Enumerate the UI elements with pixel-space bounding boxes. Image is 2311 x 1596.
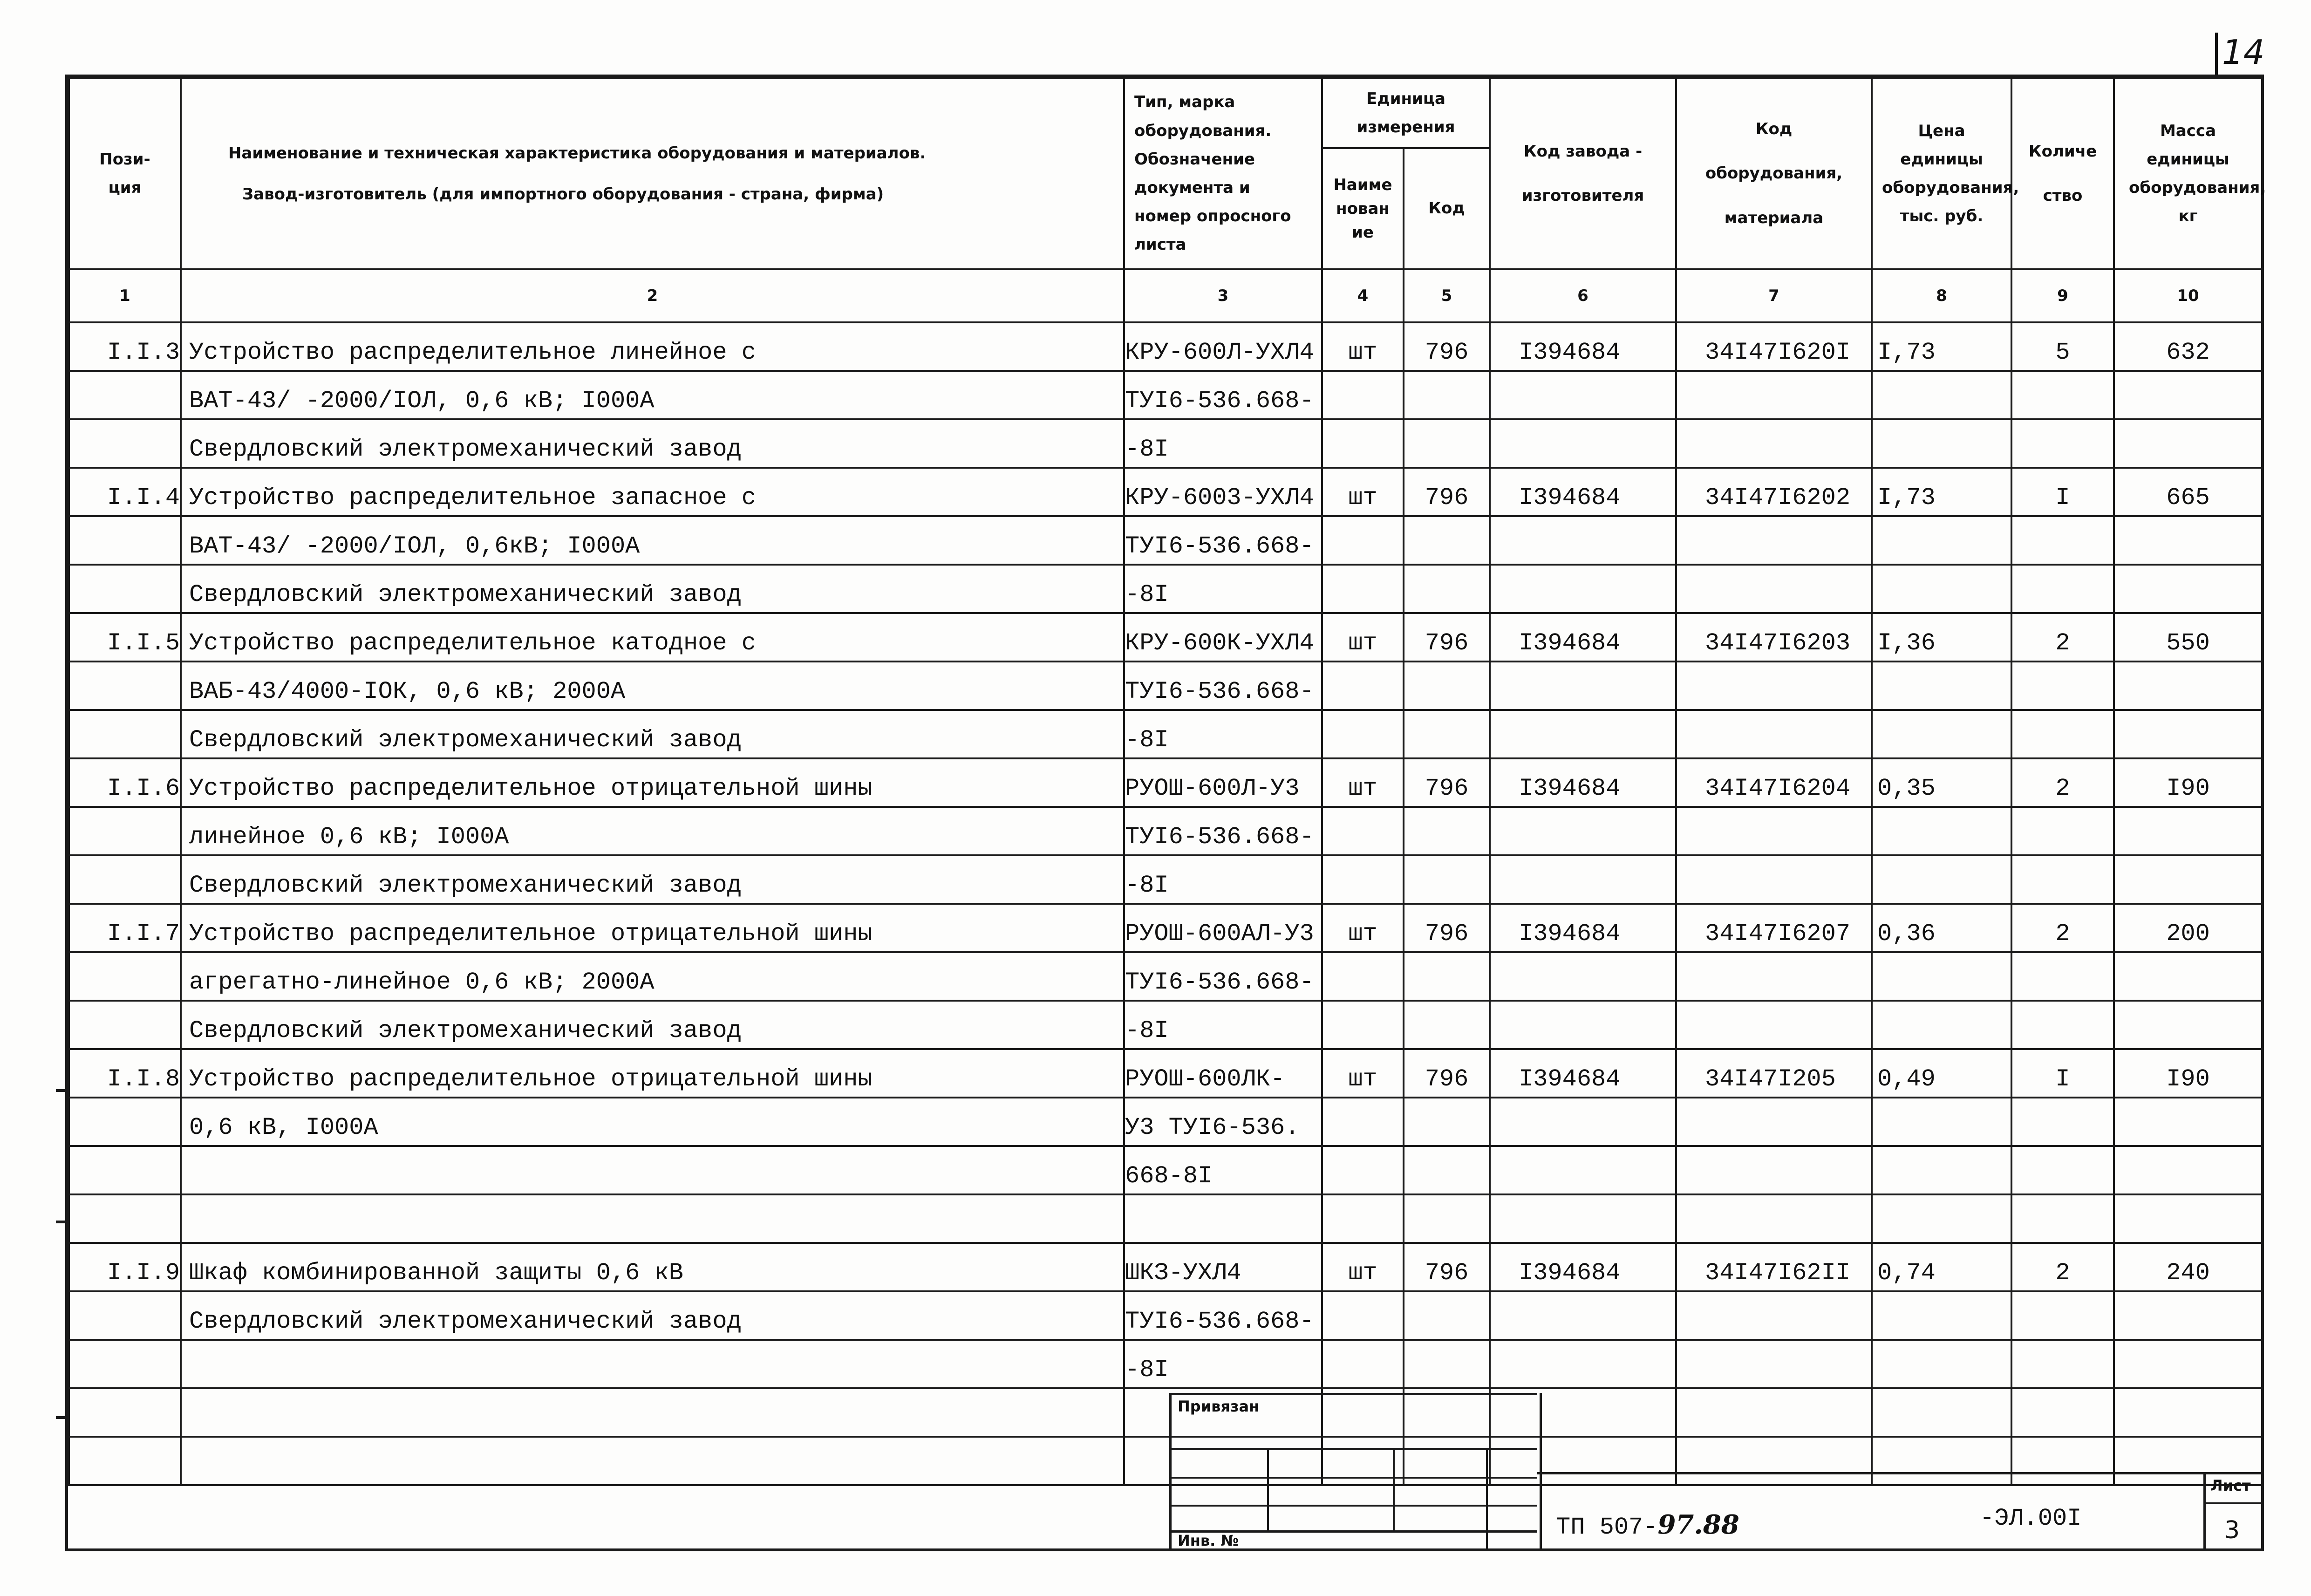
mass-cell: 665 (2114, 468, 2262, 516)
unit-name-cell (1322, 565, 1404, 613)
quantity-cell: 2 (2011, 1243, 2114, 1291)
unit-name-cell (1322, 371, 1404, 419)
table-row (69, 468, 2262, 516)
quantity-cell (2011, 710, 2114, 758)
description-cell: Устройство распределительное отрицательной шины (181, 758, 1124, 807)
unit-name-cell (1322, 1001, 1404, 1049)
mass-cell (2114, 807, 2262, 855)
material-code-cell (1676, 419, 1872, 468)
table-row (69, 322, 2262, 371)
position-cell (69, 1388, 181, 1437)
unit-code-cell: 796 (1404, 613, 1490, 662)
margin-tick (56, 1221, 68, 1223)
factory-code-cell (1490, 371, 1676, 419)
price-cell: 0,35 (1872, 758, 2011, 807)
header-name (181, 78, 1124, 269)
price-cell (1872, 565, 2011, 613)
factory-code-cell (1490, 807, 1676, 855)
quantity-cell (2011, 1001, 2114, 1049)
description-cell: Устройство распределительное запасное с (181, 468, 1124, 516)
material-code-cell (1676, 662, 1872, 710)
title-block-rule (2203, 1472, 2206, 1551)
table-row (69, 1291, 2262, 1340)
unit-code-cell (1404, 565, 1490, 613)
factory-code-cell (1490, 419, 1676, 468)
table-row (69, 371, 2262, 419)
title-block-rule (1486, 1448, 1488, 1551)
price-cell (1872, 1340, 2011, 1388)
unit-code-cell (1404, 1098, 1490, 1146)
price-cell (1872, 516, 2011, 565)
description-cell: ВАТ-43/ -2000/IОЛ, 0,6 кВ; I000А (181, 371, 1124, 419)
type-cell: КРУ-6003-УХЛ4 (1124, 468, 1322, 516)
description-cell: Свердловский электромеханический завод (181, 565, 1124, 613)
table-row (69, 1194, 2262, 1243)
position-cell: I.I.8 (69, 1049, 181, 1098)
mass-cell: I90 (2114, 1049, 2262, 1098)
title-block-rule (2203, 1502, 2264, 1504)
price-cell: 0,36 (1872, 904, 2011, 952)
unit-name-cell (1322, 807, 1404, 855)
description-cell: Свердловский электромеханический завод (181, 419, 1124, 468)
table-row (69, 904, 2262, 952)
title-block-rule (1169, 1448, 1537, 1450)
unit-name-cell: шт (1322, 613, 1404, 662)
position-cell (69, 1001, 181, 1049)
quantity-cell (2011, 1098, 2114, 1146)
unit-code-cell: 796 (1404, 758, 1490, 807)
quantity-cell (2011, 1340, 2114, 1388)
table-row (69, 662, 2262, 710)
material-code-cell (1676, 807, 1872, 855)
unit-code-cell (1404, 662, 1490, 710)
quantity-cell: I (2011, 1049, 2114, 1098)
type-cell: -8I (1124, 1001, 1322, 1049)
unit-code-cell: 796 (1404, 1049, 1490, 1098)
position-cell (69, 1340, 181, 1388)
price-cell (1872, 1001, 2011, 1049)
type-cell: 668-8I (1124, 1146, 1322, 1194)
material-code-cell (1676, 1194, 1872, 1243)
unit-name-cell (1322, 710, 1404, 758)
type-cell: -8I (1124, 419, 1322, 468)
material-code-cell (1676, 1291, 1872, 1340)
position-cell (69, 1098, 181, 1146)
unit-name-cell (1322, 662, 1404, 710)
header-unit-name: Наименование (1322, 148, 1404, 269)
type-cell: ТУI6-536.668- (1124, 516, 1322, 565)
header-name-line1: Наименование и техническая характеристика оборудования и материалов. (228, 143, 926, 163)
factory-code-cell (1490, 565, 1676, 613)
unit-code-cell (1404, 710, 1490, 758)
unit-name-cell (1322, 1098, 1404, 1146)
margin-tick (56, 1089, 68, 1092)
unit-name-cell (1322, 952, 1404, 1001)
material-code-cell (1676, 952, 1872, 1001)
table-row (69, 613, 2262, 662)
factory-code-cell: I394684 (1490, 322, 1676, 371)
type-cell: ШКЗ-УХЛ4 (1124, 1243, 1322, 1291)
unit-code-cell (1404, 371, 1490, 419)
type-cell: КРУ-600Л-УХЛ4 (1124, 322, 1322, 371)
table-row (69, 855, 2262, 904)
material-code-cell: 34I47I62II (1676, 1243, 1872, 1291)
quantity-cell: 2 (2011, 758, 2114, 807)
unit-code-cell: 796 (1404, 322, 1490, 371)
price-cell (1872, 855, 2011, 904)
type-cell: У3 ТУI6-536. (1124, 1098, 1322, 1146)
position-cell: I.I.6 (69, 758, 181, 807)
title-block-rule (1169, 1505, 1537, 1507)
header-unit-group: Единица измерения (1322, 78, 1490, 148)
price-cell (1872, 1194, 2011, 1243)
unit-code-cell (1404, 1340, 1490, 1388)
table-row (69, 565, 2262, 613)
price-cell: 0,74 (1872, 1243, 2011, 1291)
unit-code-cell (1404, 855, 1490, 904)
header-quantity: Количество (2011, 78, 2114, 269)
position-cell (69, 952, 181, 1001)
factory-code-cell (1490, 1146, 1676, 1194)
bound-label: Привязан (1178, 1398, 1260, 1415)
price-cell (1872, 419, 2011, 468)
material-code-cell (1676, 1098, 1872, 1146)
factory-code-cell (1490, 855, 1676, 904)
column-number: 6 (1490, 269, 1676, 322)
quantity-cell: 2 (2011, 613, 2114, 662)
factory-code-cell (1490, 1340, 1676, 1388)
unit-name-cell (1322, 1291, 1404, 1340)
sheet-number: 3 (2224, 1516, 2240, 1544)
unit-code-cell (1404, 1194, 1490, 1243)
description-cell: 0,6 кВ, I000А (181, 1098, 1124, 1146)
price-cell (1872, 1098, 2011, 1146)
unit-code-cell: 796 (1404, 468, 1490, 516)
mass-cell: 632 (2114, 322, 2262, 371)
price-cell: I,73 (1872, 322, 2011, 371)
quantity-cell (2011, 419, 2114, 468)
header-position: Пози- ция (69, 78, 181, 269)
price-cell (1872, 807, 2011, 855)
factory-code-cell (1490, 516, 1676, 565)
table-row (69, 1340, 2262, 1388)
description-cell: Шкаф комбинированной защиты 0,6 кВ (181, 1243, 1124, 1291)
type-cell: -8I (1124, 710, 1322, 758)
column-number: 1 (69, 269, 181, 322)
price-cell (1872, 662, 2011, 710)
position-cell: I.I.5 (69, 613, 181, 662)
table-row (69, 516, 2262, 565)
sheet-label: Лист (2210, 1477, 2251, 1494)
quantity-cell (2011, 662, 2114, 710)
unit-code-cell (1404, 952, 1490, 1001)
factory-code-cell: I394684 (1490, 1243, 1676, 1291)
material-code-cell: 34I47I6204 (1676, 758, 1872, 807)
description-cell: Свердловский электромеханический завод (181, 710, 1124, 758)
position-cell: I.I.9 (69, 1243, 181, 1291)
header-name-line2: Завод-изготовитель (для импортного оборудования - страна, фирма) (242, 185, 884, 204)
header-material-code: Код оборудования, материала (1676, 78, 1872, 269)
factory-code-cell (1490, 662, 1676, 710)
mass-cell (2114, 1146, 2262, 1194)
position-cell: I.I.4 (69, 468, 181, 516)
price-cell (1872, 1146, 2011, 1194)
mass-cell (2114, 371, 2262, 419)
material-code-cell (1676, 1340, 1872, 1388)
type-cell: -8I (1124, 855, 1322, 904)
material-code-cell (1676, 855, 1872, 904)
description-cell: Свердловский электромеханический завод (181, 1001, 1124, 1049)
quantity-cell (2011, 1194, 2114, 1243)
description-cell: Свердловский электромеханический завод (181, 1291, 1124, 1340)
material-code-cell: 34I47I6203 (1676, 613, 1872, 662)
table-row (69, 1001, 2262, 1049)
type-cell: РУОШ-600АЛ-У3 (1124, 904, 1322, 952)
mass-cell: 240 (2114, 1243, 2262, 1291)
factory-code-cell (1490, 1194, 1676, 1243)
position-cell (69, 662, 181, 710)
position-cell (69, 516, 181, 565)
factory-code-cell: I394684 (1490, 904, 1676, 952)
unit-name-cell: шт (1322, 322, 1404, 371)
mass-cell (2114, 710, 2262, 758)
mass-cell: 200 (2114, 904, 2262, 952)
type-cell: ТУI6-536.668- (1124, 371, 1322, 419)
quantity-cell (2011, 855, 2114, 904)
description-cell: ВАБ-43/4000-IОК, 0,6 кВ; 2000А (181, 662, 1124, 710)
quantity-cell (2011, 516, 2114, 565)
unit-name-cell: шт (1322, 1049, 1404, 1098)
document-code (1556, 1509, 1739, 1541)
unit-name-cell: шт (1322, 468, 1404, 516)
factory-code-cell: I394684 (1490, 468, 1676, 516)
description-cell (181, 1146, 1124, 1194)
unit-name-cell: шт (1322, 758, 1404, 807)
quantity-cell (2011, 371, 2114, 419)
document-code-number: 97.88 (1657, 1509, 1739, 1540)
material-code-cell (1676, 1001, 1872, 1049)
type-cell: ТУI6-536.668- (1124, 1291, 1322, 1340)
quantity-cell (2011, 565, 2114, 613)
mass-cell (2114, 1291, 2262, 1340)
column-number: 9 (2011, 269, 2114, 322)
description-cell: ВАТ-43/ -2000/IОЛ, 0,6кВ; I000А (181, 516, 1124, 565)
description-cell (181, 1194, 1124, 1243)
description-cell (181, 1388, 1124, 1437)
position-cell (69, 1437, 181, 1485)
mass-cell (2114, 565, 2262, 613)
mass-cell (2114, 419, 2262, 468)
unit-name-cell (1322, 855, 1404, 904)
unit-name-cell (1322, 419, 1404, 468)
position-cell (69, 807, 181, 855)
type-cell: ТУI6-536.668- (1124, 662, 1322, 710)
description-cell (181, 1340, 1124, 1388)
price-cell (1872, 1291, 2011, 1340)
quantity-cell (2011, 952, 2114, 1001)
price-cell: I,73 (1872, 468, 2011, 516)
unit-code-cell: 796 (1404, 904, 1490, 952)
table-row (69, 1098, 2262, 1146)
quantity-cell: I (2011, 468, 2114, 516)
table-row (69, 710, 2262, 758)
unit-code-cell (1404, 516, 1490, 565)
description-cell: Свердловский электромеханический завод (181, 855, 1124, 904)
page-number-mark (2215, 33, 2218, 75)
column-number-row (69, 269, 2262, 322)
position-cell (69, 371, 181, 419)
header-type: Тип, марка оборудования. Обозначение документа и номер опросного листа (1124, 78, 1322, 269)
price-cell (1872, 371, 2011, 419)
unit-code-cell (1404, 1146, 1490, 1194)
title-block (1169, 1393, 2264, 1551)
unit-code-cell (1404, 1291, 1490, 1340)
mass-cell (2114, 662, 2262, 710)
column-number: 5 (1404, 269, 1490, 322)
position-cell: I.I.7 (69, 904, 181, 952)
price-cell: 0,49 (1872, 1049, 2011, 1098)
unit-code-cell (1404, 419, 1490, 468)
position-cell (69, 1146, 181, 1194)
column-number: 7 (1676, 269, 1872, 322)
mass-cell (2114, 1098, 2262, 1146)
description-cell: Устройство распределительное линейное с (181, 322, 1124, 371)
unit-code-cell: 796 (1404, 1243, 1490, 1291)
factory-code-cell (1490, 1291, 1676, 1340)
position-cell (69, 565, 181, 613)
description-cell: агрегатно-линейное 0,6 кВ; 2000А (181, 952, 1124, 1001)
type-cell: -8I (1124, 565, 1322, 613)
document-code-prefix: ТП 507- (1556, 1514, 1658, 1541)
factory-code-cell (1490, 1001, 1676, 1049)
type-cell: ТУI6-536.668- (1124, 952, 1322, 1001)
header-mass: Масса единицы оборудования, кг (2114, 78, 2262, 269)
type-cell: РУОШ-600ЛК- (1124, 1049, 1322, 1098)
factory-code-cell: I394684 (1490, 758, 1676, 807)
column-number: 2 (181, 269, 1124, 322)
price-cell (1872, 710, 2011, 758)
material-code-cell: 34I47I205 (1676, 1049, 1872, 1098)
title-block-rule (1267, 1448, 1269, 1530)
table-row (69, 419, 2262, 468)
unit-name-cell: шт (1322, 1243, 1404, 1291)
type-cell (1124, 1194, 1322, 1243)
column-number: 3 (1124, 269, 1322, 322)
factory-code-cell: I394684 (1490, 1049, 1676, 1098)
factory-code-cell (1490, 952, 1676, 1001)
table-row (69, 758, 2262, 807)
sheet-code: -ЭЛ.00I (1980, 1505, 2082, 1532)
mass-cell: 550 (2114, 613, 2262, 662)
column-number: 10 (2114, 269, 2262, 322)
material-code-cell (1676, 710, 1872, 758)
material-code-cell: 34I47I620I (1676, 322, 1872, 371)
price-cell: I,36 (1872, 613, 2011, 662)
unit-name-cell: шт (1322, 904, 1404, 952)
table-row (69, 1146, 2262, 1194)
quantity-cell: 5 (2011, 322, 2114, 371)
quantity-cell (2011, 1146, 2114, 1194)
specification-table (68, 77, 2266, 1486)
position-cell (69, 710, 181, 758)
description-cell: линейное 0,6 кВ; I000А (181, 807, 1124, 855)
material-code-cell (1676, 565, 1872, 613)
unit-name-cell (1322, 1340, 1404, 1388)
mass-cell (2114, 1340, 2262, 1388)
factory-code-cell (1490, 710, 1676, 758)
position-cell: I.I.3 (69, 322, 181, 371)
description-cell (181, 1437, 1124, 1485)
position-cell (69, 1291, 181, 1340)
description-cell: Устройство распределительное катодное с (181, 613, 1124, 662)
table-row (69, 1049, 2262, 1098)
quantity-cell: 2 (2011, 904, 2114, 952)
table-row (69, 1243, 2262, 1291)
column-number: 8 (1872, 269, 2011, 322)
column-number: 4 (1322, 269, 1404, 322)
title-block-rule (1537, 1472, 2264, 1474)
type-cell: -8I (1124, 1340, 1322, 1388)
quantity-cell (2011, 807, 2114, 855)
unit-code-cell (1404, 807, 1490, 855)
description-cell: Устройство распределительное отрицательной шины (181, 904, 1124, 952)
quantity-cell (2011, 1291, 2114, 1340)
factory-code-cell (1490, 1098, 1676, 1146)
margin-tick (56, 1416, 68, 1419)
type-cell: ТУI6-536.668- (1124, 807, 1322, 855)
mass-cell (2114, 1194, 2262, 1243)
table-body (69, 322, 2262, 1485)
unit-name-cell (1322, 1146, 1404, 1194)
page-number: 14 (2222, 33, 2265, 72)
material-code-cell (1676, 371, 1872, 419)
inventory-label: Инв. № (1178, 1532, 1239, 1549)
title-block-rule (1393, 1448, 1395, 1530)
position-cell (69, 855, 181, 904)
header-factory-code: Код завода - изготовителя (1490, 78, 1676, 269)
factory-code-cell: I394684 (1490, 613, 1676, 662)
title-block-rule (1169, 1477, 1537, 1479)
mass-cell (2114, 516, 2262, 565)
material-code-cell: 34I47I6207 (1676, 904, 1872, 952)
header-unit-code: Код (1404, 148, 1490, 269)
unit-name-cell (1322, 516, 1404, 565)
mass-cell (2114, 1001, 2262, 1049)
header-price: Цена единицы оборудования, тыс. руб. (1872, 78, 2011, 269)
unit-code-cell (1404, 1001, 1490, 1049)
type-cell: РУОШ-600Л-У3 (1124, 758, 1322, 807)
price-cell (1872, 952, 2011, 1001)
description-cell: Устройство распределительное отрицательной шины (181, 1049, 1124, 1098)
material-code-cell (1676, 1146, 1872, 1194)
type-cell: КРУ-600К-УХЛ4 (1124, 613, 1322, 662)
material-code-cell (1676, 516, 1872, 565)
material-code-cell: 34I47I6202 (1676, 468, 1872, 516)
position-cell (69, 1194, 181, 1243)
table-row (69, 952, 2262, 1001)
table-row (69, 807, 2262, 855)
mass-cell (2114, 952, 2262, 1001)
unit-name-cell (1322, 1194, 1404, 1243)
mass-cell: I90 (2114, 758, 2262, 807)
position-cell (69, 419, 181, 468)
mass-cell (2114, 855, 2262, 904)
